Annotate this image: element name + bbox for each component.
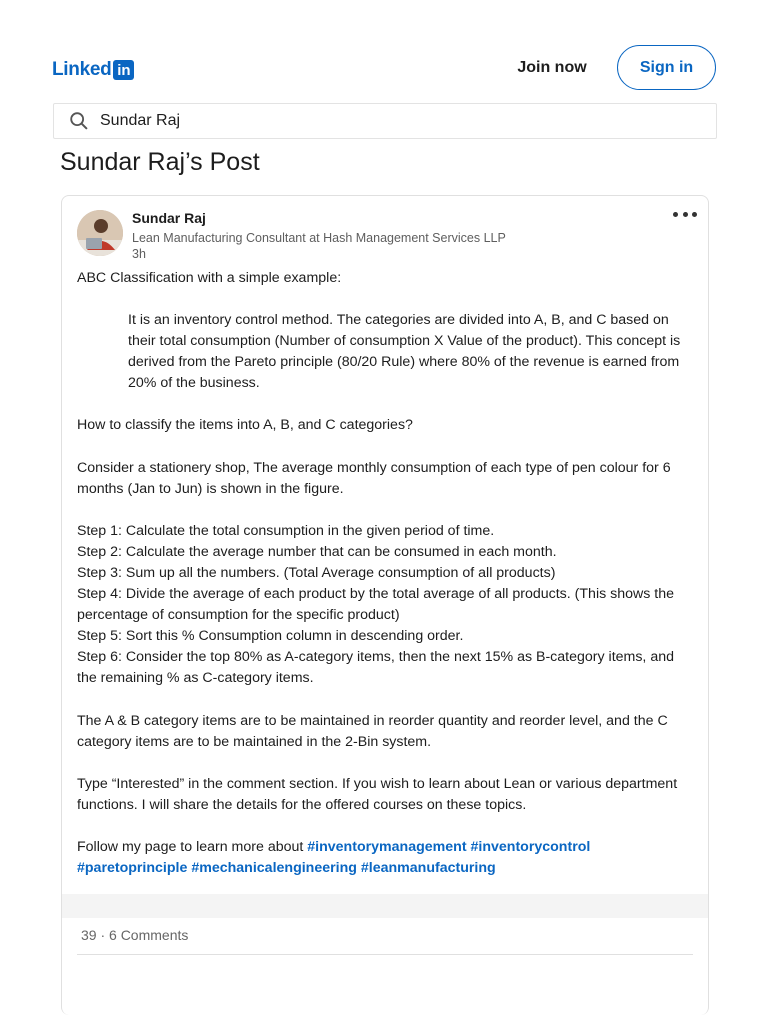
search-input[interactable] [98,111,662,131]
join-now-button[interactable]: Join now [517,59,587,76]
more-options-icon[interactable] [673,206,697,222]
step-6: Step 6: Consider the top 80% as A-category items, then the next 15% as B-category items, and the remaining % as C-category items. [77,649,674,687]
post-definition: It is an inventory control method. The categories are divided into A, B, and C based on their total consumption (Number of consumption X Value of the product). This concept is derived from the Pareto principle (80/20 Rule) where 80% of the revenue is earned from 20% of the business. [128,312,681,392]
step-1: Step 1: Calculate the total consumption in the given period of time. [77,522,495,539]
post-maintenance: The A & B category items are to be maintained in reorder quantity and reorder level, and the C category items are to be maintained in the 2-Bin system. [77,712,668,750]
hashtag-link[interactable]: #inventorymanagement [307,838,467,855]
post-timestamp: 3h [132,247,146,261]
hashtag-link[interactable]: #inventorycontrol [470,838,591,855]
page-title: Sundar Raj’s Post [60,148,260,176]
post-question: How to classify the items into A, B, and C categories? [77,417,413,434]
divider [77,954,693,955]
step-3: Step 3: Sum up all the numbers. (Total Average consumption of all products) [77,564,556,581]
post-card [61,195,709,1015]
top-nav [0,0,768,100]
media-divider [62,894,708,918]
search-bar[interactable] [53,103,717,139]
avatar[interactable] [77,210,123,256]
step-2: Step 2: Calculate the average number that can be consumed in each month. [77,543,557,560]
social-counts[interactable]: 39 · 6 Comments [81,927,189,943]
step-5: Step 5: Sort this % Consumption column in descending order. [77,628,464,645]
step-4: Step 4: Divide the average of each product by the total average of all products. (This shows the percentage of consumption for the specific product) [77,586,675,624]
post-body [77,268,697,879]
author-name[interactable]: Sundar Raj [132,210,206,226]
author-headline: Lean Manufacturing Consultant at Hash Management Services LLP [132,231,506,245]
post-intro: ABC Classification with a simple example: [77,270,342,286]
linkedin-logo[interactable] [52,58,134,82]
logo-in-box: in [113,60,134,80]
hashtag-link[interactable]: #mechanicalengineering [191,859,357,876]
follow-text: Follow my page to learn more about [77,838,308,855]
sign-in-button[interactable]: Sign in [617,45,716,90]
post-follow [77,837,697,879]
hashtag-link[interactable]: #leanmanufacturing [360,859,496,876]
post-example: Consider a stationery shop, The average monthly consumption of each type of pen colour for 6 months (Jan to Jun) is shown in the figure. [77,459,671,497]
logo-wordmark: Linked [52,59,112,80]
search-icon [68,110,90,132]
post-cta: Type “Interested” in the comment section. If you wish to learn about Lean or various department functions. I will share the details for the offered courses on these topics. [77,775,678,813]
hashtag-link[interactable]: #paretoprinciple [77,859,188,876]
